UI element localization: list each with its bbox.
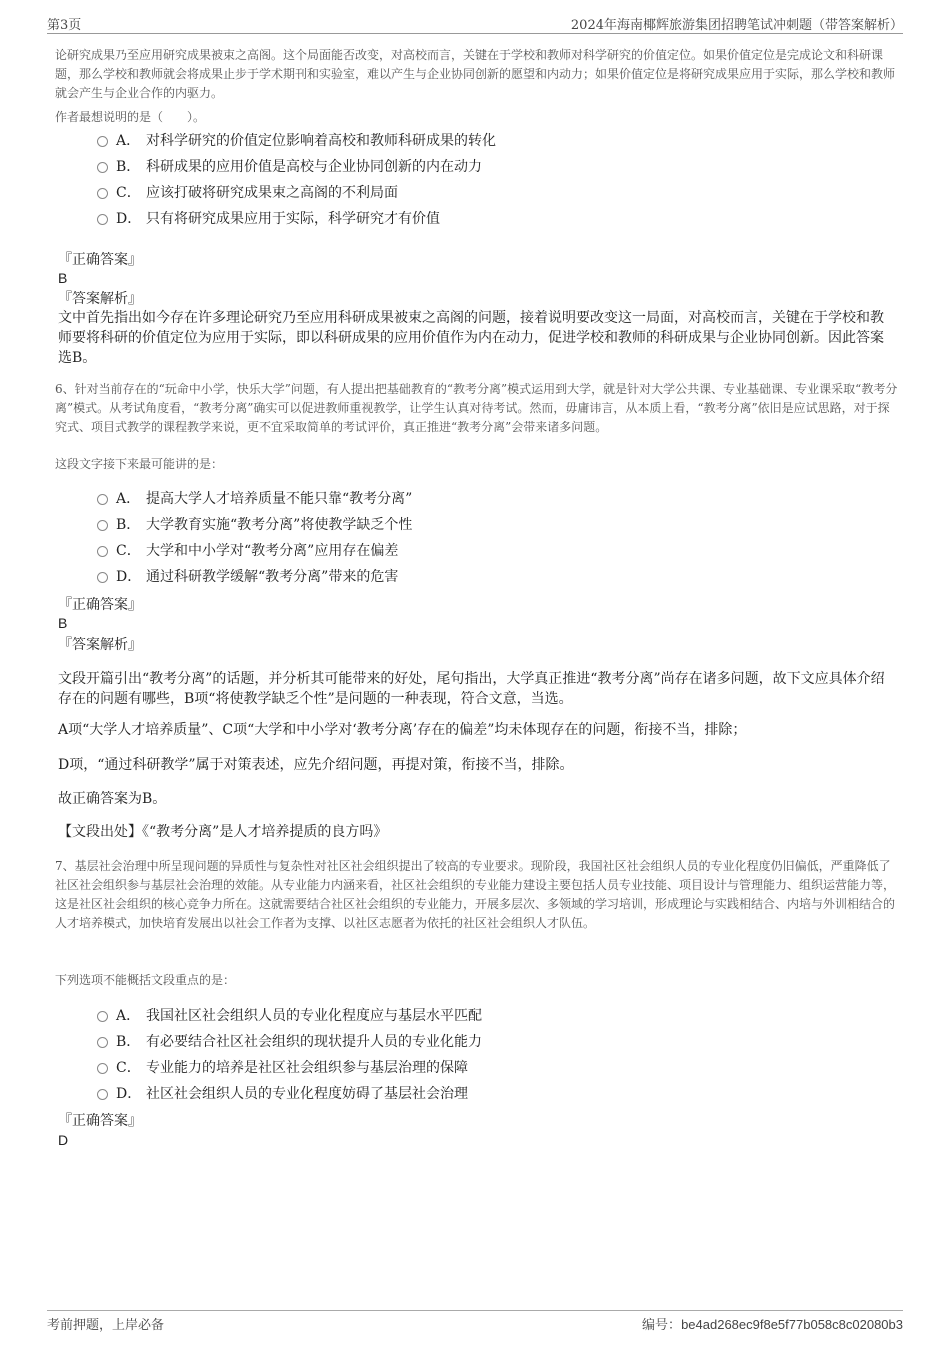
option-text: 有必要结合社区社会组织的现状提升人员的专业化能力 (146, 1034, 482, 1050)
option-letter: A． (116, 133, 141, 149)
footer-slogan: 考前押题，上岸必备 (47, 1318, 165, 1333)
option-letter: A． (116, 1008, 141, 1024)
q6-source: 【文段出处】《“教考分离”是人才培养提质的良方吗》 (58, 824, 388, 840)
option-letter: D． (116, 569, 142, 585)
radio-icon[interactable] (97, 546, 108, 557)
q6-question: 这段文字接下来最可能讲的是： (55, 457, 224, 471)
q5-analysis-label: 『答案解析』 (58, 291, 142, 307)
q5-option-d[interactable] (97, 209, 440, 229)
footer-serial (642, 1314, 903, 1333)
option-letter: A． (116, 491, 141, 507)
radio-icon[interactable] (97, 162, 108, 173)
q7-question: 下列选项不能概括文段重点的是： (55, 973, 236, 987)
radio-icon[interactable] (97, 136, 108, 147)
q7-passage: 7、基层社会治理中所呈现问题的异质性与复杂性对社区社会组织提出了较高的专业要求。现阶段，我国社区社会组织人员的专业化程度仍旧偏低，严重降低了社区社会组织参与基层社会治理的效能。从专业能力内涵来看，社区社会组织的专业能力建设主要包括人员专业技能、项目设计与管理能力、组织运营能力等，这是社区社会组织的核心竞争力所在。这就需要结合社区社会组织的专业能力，开展多层次、多领域的学习培训，形成理论与实践相结合、内培与外训相结合的人才培养模式，加快培育发展出以社会工作者为支撑、以社区志愿者为依托的社区社会组织人才队伍。 (55, 859, 896, 930)
option-letter: C． (116, 543, 141, 559)
q5-option-c[interactable] (97, 183, 398, 203)
option-letter: D． (116, 1086, 142, 1102)
option-text: 社区社会组织人员的专业化程度妨碍了基层社会治理 (146, 1086, 468, 1102)
q6-option-a[interactable] (97, 489, 412, 509)
q7-answer: D (58, 1132, 69, 1148)
q5-option-a[interactable] (97, 131, 496, 151)
option-letter: B． (116, 517, 141, 533)
option-letter: C． (116, 185, 141, 201)
option-text: 提高大学人才培养质量不能只靠“教考分离” (146, 491, 413, 507)
q6-answer: B (58, 615, 68, 631)
q6-answer-label: 『正确答案』 (58, 597, 142, 613)
q7-option-c[interactable] (97, 1058, 468, 1078)
radio-icon[interactable] (97, 188, 108, 199)
option-text: 专业能力的培养是社区社会组织参与基层治理的保障 (146, 1060, 468, 1076)
radio-icon[interactable] (97, 494, 108, 505)
radio-icon[interactable] (97, 1011, 108, 1022)
option-text: 只有将研究成果应用于实际，科学研究才有价值 (146, 211, 440, 227)
option-letter: D． (116, 211, 142, 227)
q5-question: 作者最想说明的是（ ）。 (55, 110, 206, 124)
q5-answer-label: 『正确答案』 (58, 252, 142, 268)
option-text: 科研成果的应用价值是高校与企业协同创新的内在动力 (146, 159, 482, 175)
header-divider (47, 33, 903, 34)
q5-analysis: 文中首先指出如今存在许多理论研究乃至应用科研成果被束之高阁的问题，接着说明要改变这一局面，对高校而言，关键在于学校和教师要将科研的价值定位为应用于实际，即以科研成果的应用价值作为内在动力，促进学校和教师的科研成果与企业协同创新。因此答案选B。 (58, 310, 884, 366)
radio-icon[interactable] (97, 214, 108, 225)
option-text: 通过科研教学缓解“教考分离”带来的危害 (146, 569, 399, 585)
q6-option-b[interactable] (97, 515, 412, 535)
option-text: 应该打破将研究成果束之高阁的不利局面 (146, 185, 398, 201)
radio-icon[interactable] (97, 1089, 108, 1100)
q6-analysis-3: D项，“通过科研教学”属于对策表述，应先介绍问题，再提对策，衔接不当，排除。 (58, 757, 574, 773)
q7-option-a[interactable] (97, 1006, 482, 1026)
q7-answer-label: 『正确答案』 (58, 1113, 142, 1129)
page-footer (47, 1314, 903, 1332)
q7-option-d[interactable] (97, 1084, 468, 1104)
radio-icon[interactable] (97, 520, 108, 531)
q6-analysis-4: 故正确答案为B。 (58, 791, 167, 807)
option-letter: B． (116, 1034, 141, 1050)
q6-option-d[interactable] (97, 567, 398, 587)
radio-icon[interactable] (97, 1063, 108, 1074)
q6-passage: 6、针对当前存在的“玩命中小学，快乐大学”问题，有人提出把基础教育的“教考分离”模式运用到大学，就是针对大学公共课、专业基础课、专业课采取“教考分离”模式。从考试角度看，“教考分离”确实可以促进教师重视教学，让学生认真对待考试。然而，毋庸讳言，从本质上看，“教考分离”依旧是应试思路，对于探究式、项目式教学的课程教学来说，更不宜采取简单的考试评价，真正推进“教考分离”会带来诸多问题。 (55, 382, 898, 434)
q6-analysis-2: A项“大学人才培养质量”、C项“大学和中小学对‘教考分离’存在的偏差”均未体现存在的问题，衔接不当，排除； (58, 722, 747, 738)
option-letter: C． (116, 1060, 141, 1076)
option-text: 对科学研究的价值定位影响着高校和教师科研成果的转化 (146, 133, 496, 149)
serial-code: be4ad268ec9f8e5f77b058c8c02080b3 (681, 1317, 903, 1332)
page-header (47, 14, 903, 32)
q5-passage: 论研究成果乃至应用研究成果被束之高阁。这个局面能否改变，对高校而言，关键在于学校和教师对科学研究的价值定位。如果价值定位是完成论文和科研课题，那么学校和教师就会将成果止步于学术期刊和实验室，难以产生与企业协同创新的愿望和内动力；如果价值定位是将研究成果应用于实际，那么学校和教师就会产生与企业合作的内驱力。 (55, 48, 896, 100)
option-text: 大学教育实施“教考分离”将使教学缺乏个性 (146, 517, 413, 533)
document-title: 2024年海南椰辉旅游集团招聘笔试冲刺题（带答案解析） (570, 18, 903, 33)
q6-option-c[interactable] (97, 541, 398, 561)
q6-analysis-label: 『答案解析』 (58, 637, 142, 653)
q5-option-b[interactable] (97, 157, 482, 177)
option-letter: B． (116, 159, 141, 175)
q5-answer: B (58, 270, 68, 286)
radio-icon[interactable] (97, 572, 108, 583)
serial-label: 编号： (642, 1318, 682, 1333)
footer-divider (47, 1310, 903, 1311)
option-text: 大学和中小学对“教考分离”应用存在偏差 (146, 543, 399, 559)
page-number: 第3页 (47, 18, 82, 33)
q7-option-b[interactable] (97, 1032, 482, 1052)
q6-analysis-1: 文段开篇引出“教考分离”的话题，并分析其可能带来的好处，尾句指出，大学真正推进“教考分离”尚存在诸多问题，故下文应具体介绍存在的问题有哪些，B项“将使教学缺乏个性”是问题的一种表现，符合文意，当选。 (58, 671, 885, 707)
option-text: 我国社区社会组织人员的专业化程度应与基层水平匹配 (146, 1008, 482, 1024)
radio-icon[interactable] (97, 1037, 108, 1048)
